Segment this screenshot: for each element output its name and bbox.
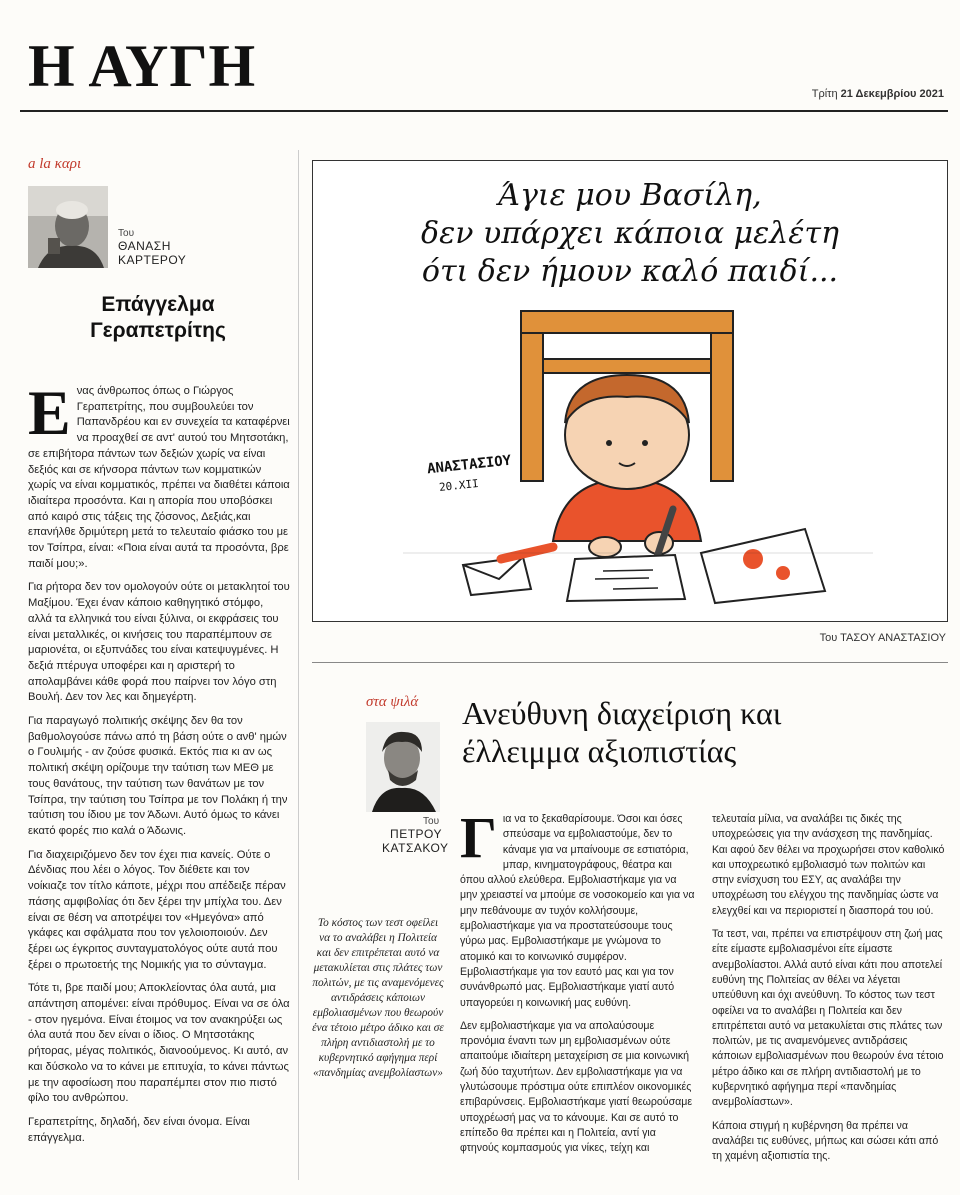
paragraph: Γεραπετρίτης, δηλαδή, δεν είναι όνομα. Είναι επάγγελμα. (28, 1115, 250, 1144)
opinion-title-line2: έλλειμμα αξιοπιστίας (462, 733, 737, 769)
article-title-line2: Γεραπετρίτης (90, 319, 226, 343)
column-divider (298, 150, 299, 1180)
cartoon-caption-line3: ότι δεν ήμουν καλό παιδί... (421, 254, 839, 289)
paragraph: Κάποια στιγμή η κυβέρνηση θα πρέπει να αναλάβει τις ευθύνες, μήπως και σώσει κάτι από τη χαμένη αξιοπιστία της. (712, 1119, 939, 1163)
cartoon-caption-line2: δεν υπάρχει κάποια μελέτη (421, 216, 839, 251)
opinion-title-line1: Ανεύθυνη διαχείριση και (462, 695, 782, 731)
author-name (118, 240, 186, 268)
cartoon-panel (312, 160, 948, 622)
paragraph: Τα τεστ, ναι, πρέπει να επιστρέψουν στη ζωή μας είτε είμαστε εμβολιασμένοι είτε είμαστε ανεμβολίαστοι. Αλλά αυτό είναι κάτι που αποτελεί ευθύνη της Πολιτείας αν θέλει να λέγεται υπεύθυνη και όχι ανεύθυνη. Το κόστος των τεστ οφείλει να το αναλάβει η Πολιτεία και δεν επιτρέπεται αυτό να μετακυλίεται στις πλάτες των πολιτών, με τις αναμενόμενες αντιδράσεις κάποιων εμβολιασμένων που θεωρούν ένα τέτοιο μέτρο άδικο και σε πλήρη αντιδιαστολή με το κυβερνητικό αφήγημα περί «πανδημίας ανεμβολίαστων». (712, 928, 944, 1109)
opinion-body-col1 (460, 805, 696, 1165)
date-full: 21 Δεκεμβρίου 2021 (840, 88, 944, 100)
opinion-author-last: ΚΑΤΣΑΚΟΥ (382, 840, 449, 855)
opinion-title (462, 694, 942, 770)
section-rule (312, 662, 948, 663)
masthead-logo: Η ΑΥΓΗ (28, 33, 257, 99)
paragraph: τελευταία μίλια, να αναλάβει τις δικές της υποχρεώσεις για την ανάσχεση της πανδημίας. Και αφού δεν θέλει να προχωρήσει στον καθολικό και υποχρεωτικό εμβολιασμό των πολιτών και στην ενίσχυση του ΕΣΥ, ας αναλάβει την υποχρέωση του ελέγχου της πανδημίας ώστε να ελεγχθεί και να περιοριστεί η διασπορά του ιού. (712, 813, 945, 917)
cartoon-credit-prefix: Του (819, 632, 838, 644)
column-kicker: a la καρι (28, 156, 82, 172)
opinion-author-name (382, 827, 449, 856)
opinion-author-photo (366, 722, 440, 812)
paragraph-text: ια να το ξεκαθαρίσουμε. Όσοι και όσες σπεύσαμε να εμβολιαστούμε, δεν το κάναμε για να μπαίνουμε σε εστιατόρια, μπαρ, κινηματογράφους, θέατρα και όπου αλλού ελεύθερα. Εμβολιαστήκαμε για να μην χρειαστεί να μπούμε σε νοσοκομείο και για να μην πεθάνουμε αν τυχόν κολλήσουμε, εμβολιαστήκαμε για να προστατεύσουμε τους γύρω μας. Εμβολιαστήκαμε με γνώμονα το ατομικό και το κοινωνικό συμφέρον. Εμβολιαστήκαμε για τον εαυτό μας και για τον συνάνθρωπό μας. Εμβολιαστήκαμε γιατί αυτό υπαγορεύει η κοινωνική μας ευθύνη. (460, 813, 695, 1009)
opinion-author-first: ΠΕΤΡΟΥ (390, 827, 442, 841)
top-rule (20, 110, 948, 112)
cartoon-drawing (313, 161, 947, 621)
paragraph: Δεν εμβολιαστήκαμε για να απολαύσουμε προνόμια έναντι των μη εμβολιασμένων ούτε απαιτούμε ιδιαίτερη μεταχείριση σε μια κοινωνική ζωή δύο ταχυτήτων. Δεν εμβολιαστήκαμε για να γλυτώσουμε πρόστιμα ούτε επιπλέον οικονομικές επιβαρύνσεις. Εμβολιαστήκαμε γιατί θεωρούσαμε υποχρέωσή μας να το κάνουμε. Και σε αυτό το επίπεδο θα πρέπει και η Πολιτεία, αντί για φτηνούς κομπασμούς για νίκες, τείχη και (460, 1019, 693, 1155)
cartoon-caption-line1: Άγιε μου Βασίλη, (498, 178, 762, 213)
cartoon-credit-name: ΤΑΣΟΥ ΑΝΑΣΤΑΣΙΟΥ (840, 632, 946, 644)
author-photo (28, 186, 108, 268)
author-first-name: ΘΑΝΑΣΗ (118, 239, 171, 253)
article-body (28, 377, 290, 1154)
author-last-name: ΚΑΡΤΕΡΟΥ (118, 252, 187, 267)
issue-date (812, 88, 944, 100)
drop-cap: Ε (28, 377, 71, 448)
opinion-author-photo-image (366, 722, 440, 812)
cartoonist-signature: ΑΝΑΣΤΑΣΙΟΥ (426, 452, 512, 478)
cartoon-sig-date: 20.XII (438, 476, 480, 495)
paragraph (460, 805, 696, 1011)
opinion-kicker: στα ψιλά (366, 694, 419, 710)
paragraph: Για ρήτορα δεν τον ομολογούν ούτε οι μετακλητοί του Μαξίμου. Έχει έναν κάποιο καθηγητικό στόμφο, αλλά τα ελληνικά του είναι ξύλινα, οι εκφράσεις του είναι μεταλλικές, οι κινήσεις του παραπέμπουν σε μαριονέτα, οι εξυπνάδες του είναι κατεψυγμένες. Η δεξιά πτέρυγα υποφέρει και η αριστερή το απολαμβάνει κάθε φορά που παίρνει τον λόγο στη Βουλή. Δεν τον λες και δημεγέρτη. (28, 581, 290, 704)
paragraph-text: νας άνθρωπος όπως ο Γιώργος Γεραπετρίτης, που συμβουλεύει τον Παπανδρέου και εν συνεχεία τα καταφέρνει να προαχθεί σε αντ' αυτού του Μητσοτάκη, σε επιβήτορα πάντων των δεξιών χωρίς να είναι δεξιός και σε κήνσορα πάντων των κομματικών χωρίς να είναι κομματικός, πρέπει να διαθέτει κάποια ιδιαίτερα προσόντα. Και η απορία που υποβόσκει από καιρό στις τάξεις της ζόσονος, Δεξιάς,και επανήλθε δριμύτερη μετά το τελευταίο φιάσκο του με τον Τσίπρα, είναι: «Ποια είναι αυτά τα προσόντα, βρε παιδί μου;». (28, 385, 290, 570)
drop-cap: Γ (460, 805, 497, 870)
pull-quote: Το κόστος των τεστ οφείλει να το αναλάβει η Πολιτεία και δεν επιτρέπεται αυτό να μετακυλίεται στις πλάτες των πολιτών, με τις αναμενόμενες αντιδράσεις κάποιων εμβολιασμένων που θεωρούν ένα τέτοιο μέτρο άδικο και σε πλήρη αντιδιαστολή με το κυβερνητικό αφήγημα περί «πανδημίας ανεμβολίαστων» (312, 917, 444, 1079)
paragraph: Τότε τι, βρε παιδί μου; Αποκλείοντας όλα αυτά, μια απάντηση απομένει: είναι πρόθυμος. Είναι να σε όλα - στον ηγεμόνα. Είναι έτοιμος να τον ανακηρύξει ως όλα αυτά που δεν είναι ο ίδιος. Ο Μητσοτάκης ρήτορας, μέγας πολιτικός, διανοούμενος. Κι αυτό, αν και δύσκολο να το κάνει με επιτυχία, το κάνει πάντως με την αφοσίωση που παραπέμπει στον πιο πιστό φίλο του ανθρώπου. (28, 982, 290, 1105)
date-weekday: Τρίτη (811, 88, 838, 100)
article-title-line1: Επάγγελμα (101, 293, 215, 316)
author-photo-image (28, 186, 108, 268)
opinion-byline-prefix: Του (423, 816, 440, 827)
opinion-body-col2 (712, 812, 948, 1173)
cartoon-credit (820, 632, 946, 644)
paragraph: Για παραγωγό πολιτικής σκέψης δεν θα τον βαθμολογούσε πάνω από τη βάση ούτε ο ανθ' ημών ο Γουλιμής - αν ζούσε φυσικά. Εκτός πια κι αν ως πολιτική σκέψη ορίζουμε την ταύτιση των ΜΕΘ με τους θανάτους, την ταύτιση των θανάτων με τον Τσίπρα, την ταύτιση του Τσίπρα με τον Πολάκη ή την ταύτιση του ίδιου με τον Άδωνι. Αυτό όμως το κάνει εκατό φορές πιο καλά ο Άδωνις. (28, 715, 288, 837)
paragraph (28, 377, 290, 572)
paragraph: Για διαχειριζόμενο δεν τον έχει πια κανείς. Ούτε ο Δένδιας που λέει ο λόγος. Τον διέθετε και τον νοίκιαζε τον τίτλο κάποτε, μέχρι που απέδειξε πέραν πάσης αμφιβολίας ότι δεν ξέρει την μπίχλα του. Δεν είναι σε θέση να αποτρέψει τον «Ημεγόνα» από γκάφες και σφάλματα που τον γελοιοποιούν. Δεν ξέρει ως έγκριτος συνταγματολόγος ούτε αυτά που ξέρει ο πρωτοετής της Νομικής για το σύνταγμα. (28, 848, 286, 971)
byline-prefix: Του (118, 228, 135, 239)
article-title (28, 292, 288, 345)
